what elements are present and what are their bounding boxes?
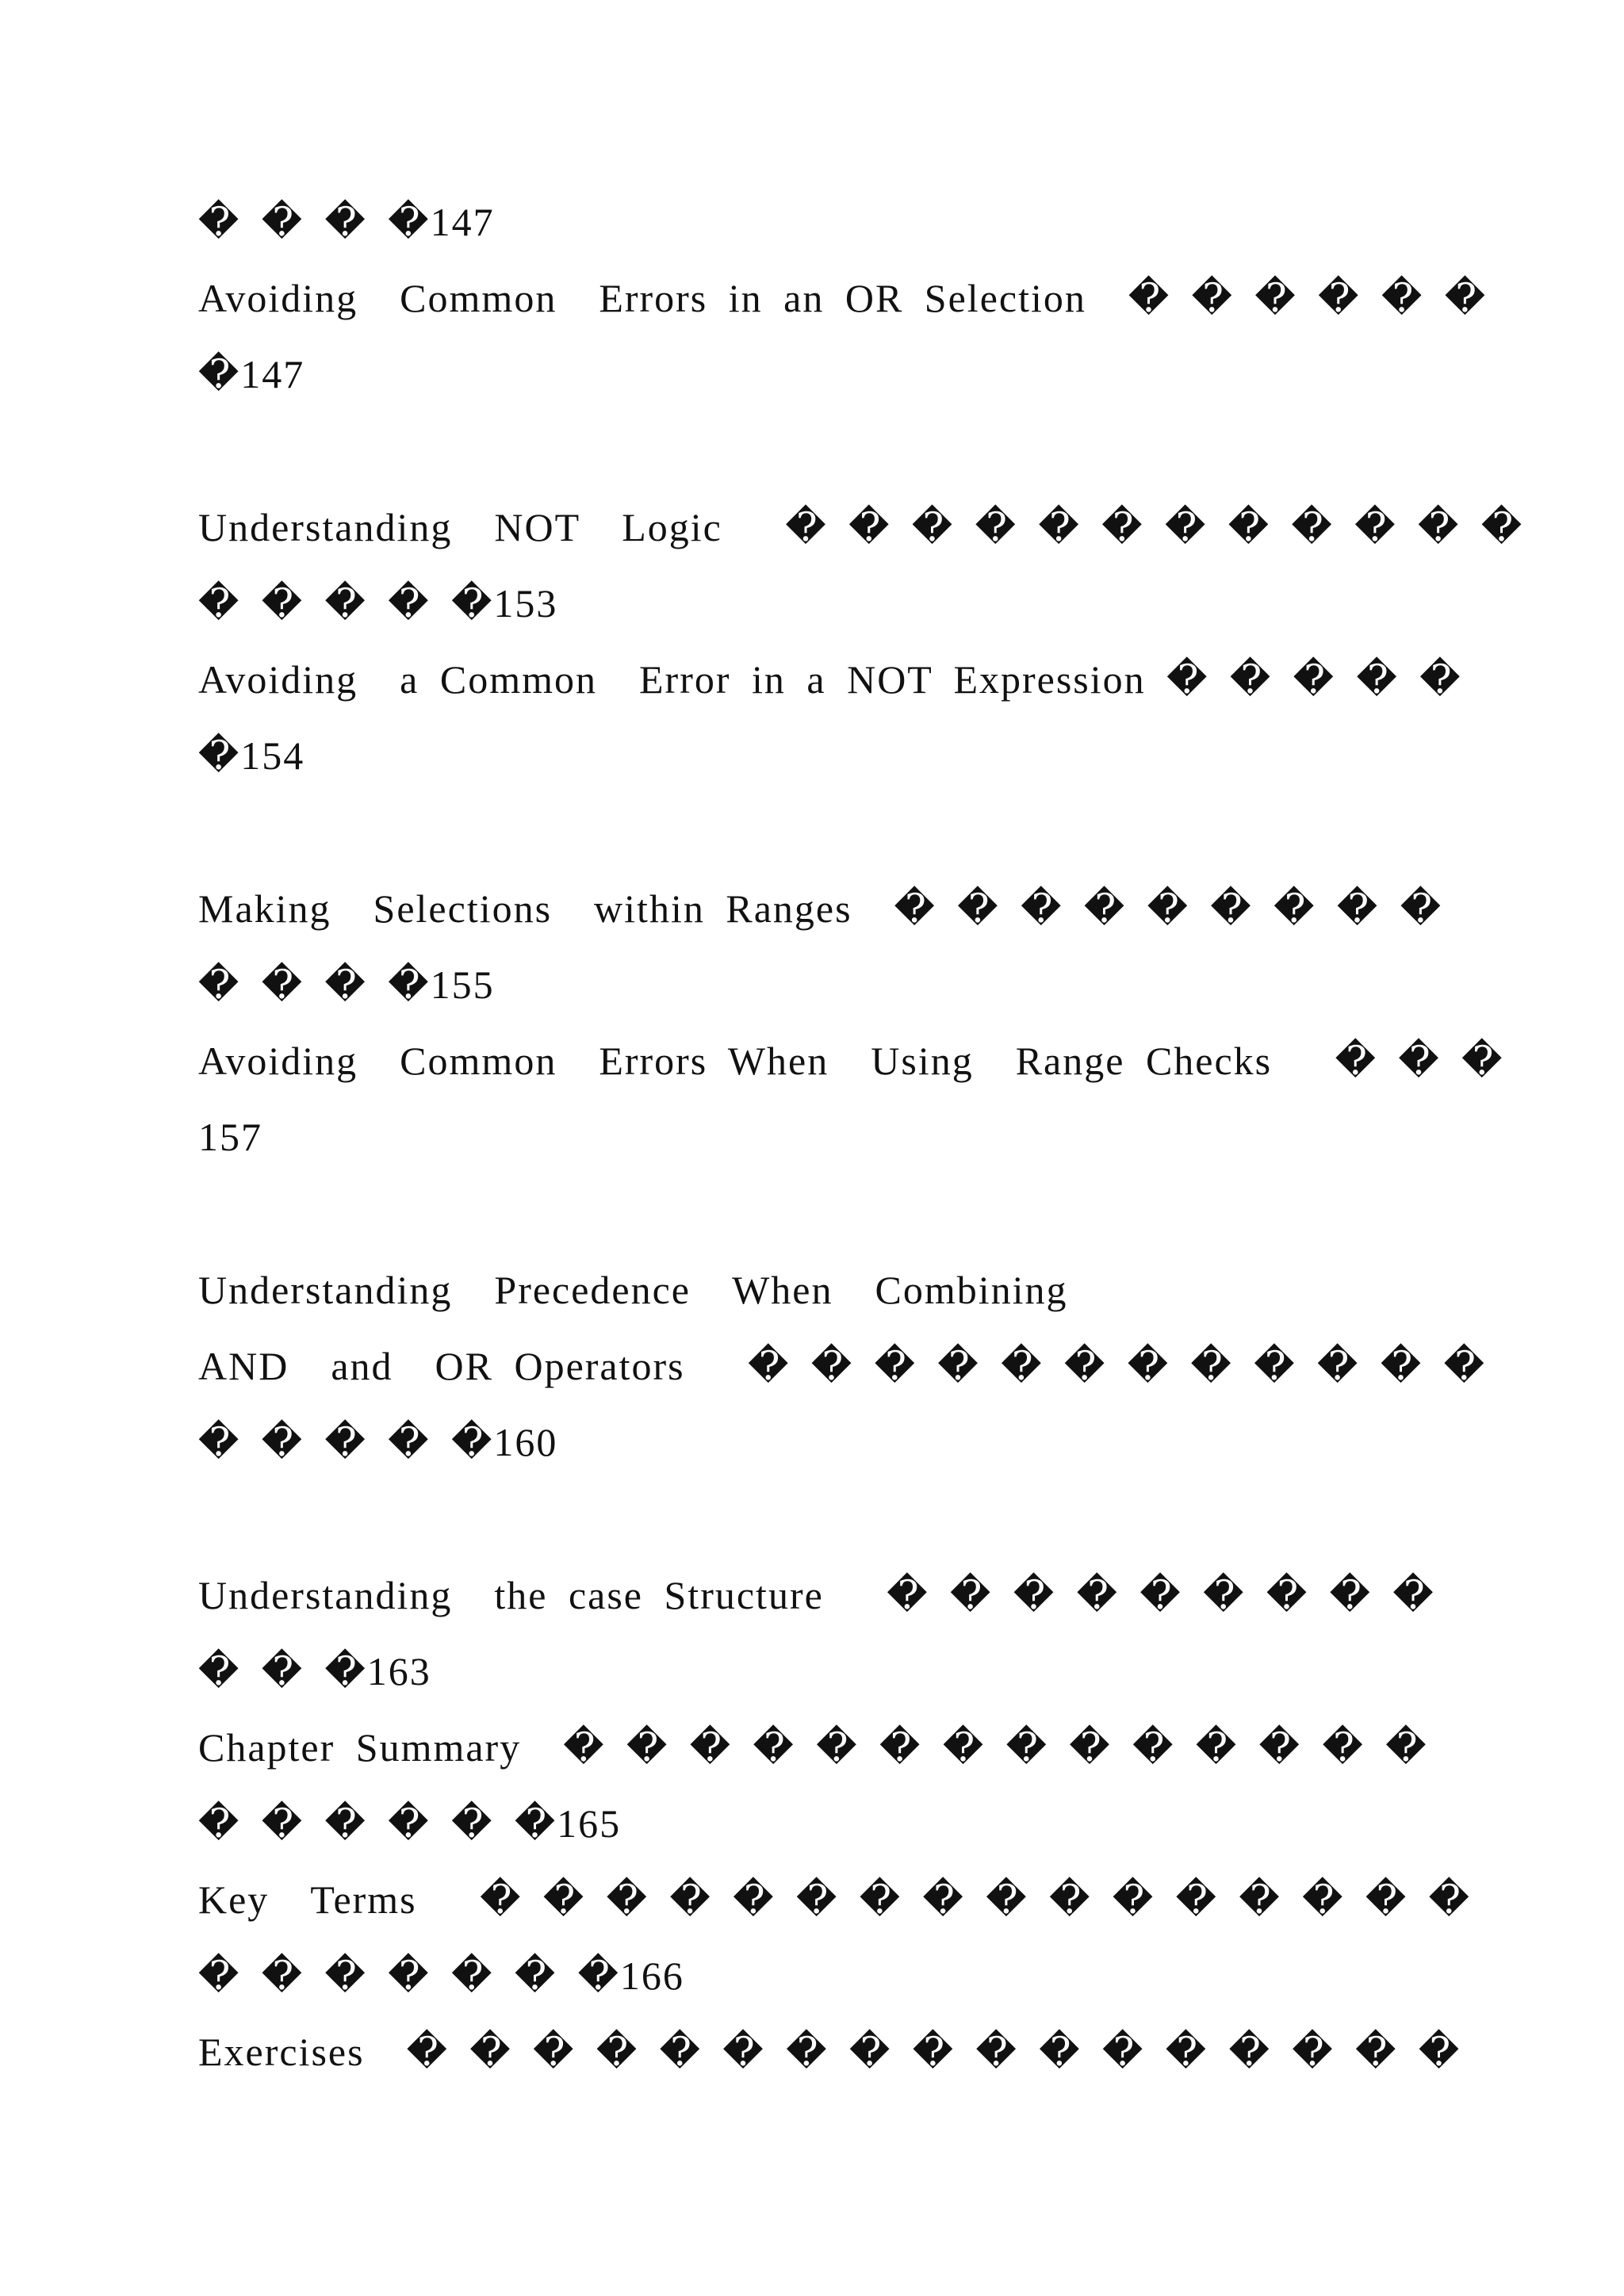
toc-line: AND and OR Operators � � � � � � � � � � � � (198, 1344, 1486, 1388)
toc-line: Understanding NOT Logic � � � � � � � � � � � � (198, 505, 1524, 549)
toc-line: Avoiding Common Errors in an OR Selection � � � � � � (198, 276, 1487, 320)
toc-line: � � � �147 (198, 200, 495, 244)
toc-line: �147 (198, 352, 305, 396)
toc-line: � � � � �160 (198, 1420, 558, 1464)
toc-line: Making Selections within Ranges � � � � � � � � � (198, 886, 1442, 931)
toc-line: Chapter Summary � � � � � � � � � � � � � � (198, 1725, 1428, 1770)
toc-line: Exercises � � � � � � � � � � � � � � � � � (198, 2030, 1461, 2074)
toc-line: � � � �155 (198, 962, 495, 1007)
toc-line: � � � � � � �166 (198, 1954, 684, 1998)
toc-line: Understanding the case Structure � � � � � � � � � (198, 1573, 1435, 1617)
toc-line: Avoiding Common Errors When Using Range Checks � � � (198, 1039, 1504, 1083)
toc-line: � � � � �153 (198, 581, 558, 626)
toc-line: Avoiding a Common Error in a NOT Expression � � � � � (198, 657, 1462, 702)
toc-line: � � �163 (198, 1649, 431, 1693)
toc-line: �154 (198, 733, 305, 778)
toc-line: Key Terms � � � � � � � � � � � � � � � � (198, 1877, 1471, 1922)
toc-line: 157 (198, 1115, 262, 1159)
toc-line: Understanding Precedence When Combining (198, 1268, 1068, 1312)
toc-line: � � � � � �165 (198, 1801, 622, 1846)
